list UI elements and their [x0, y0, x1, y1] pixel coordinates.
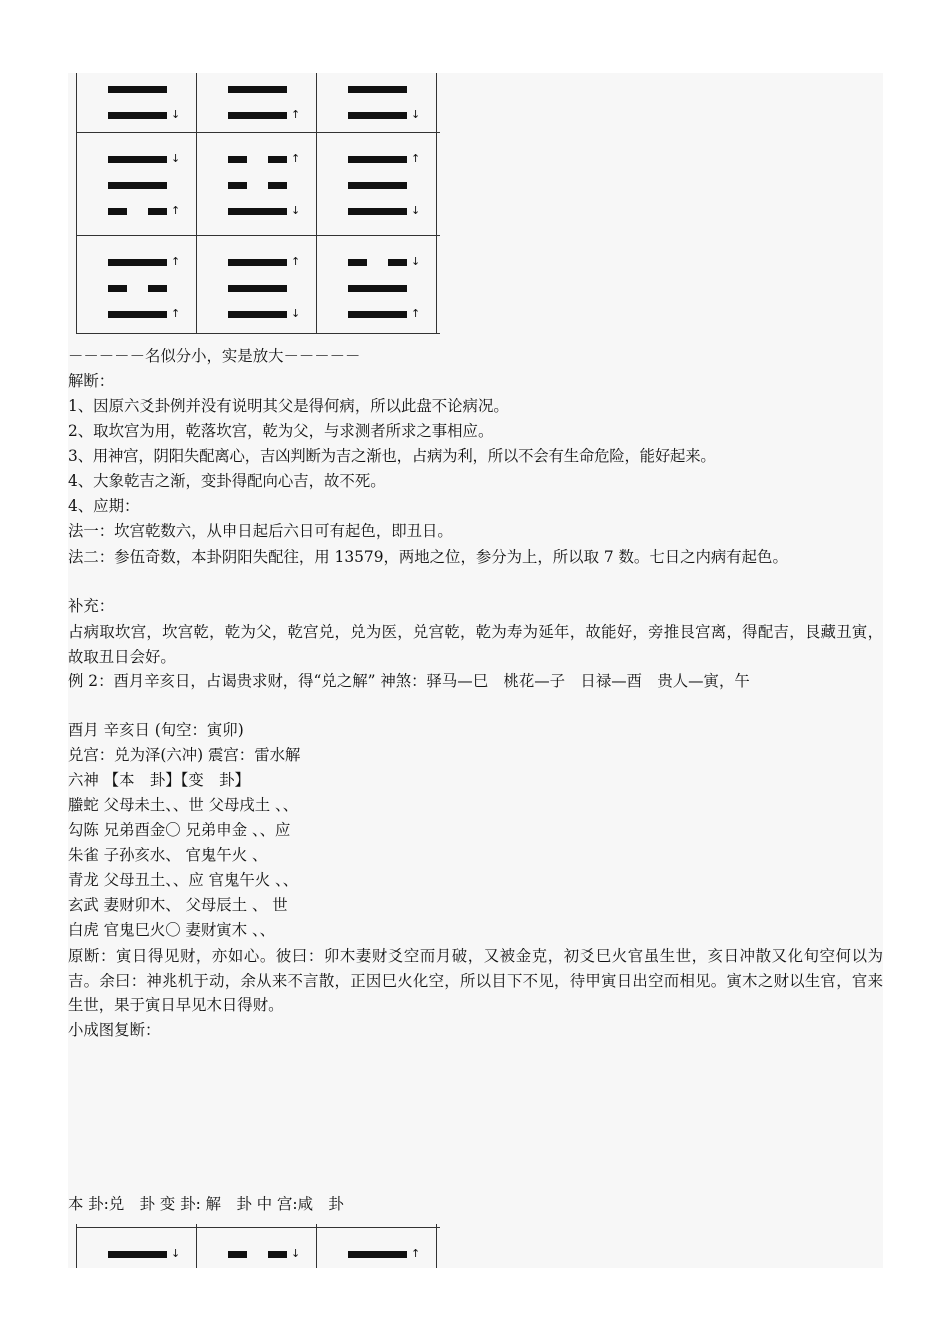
- arrow-up-icon: ↑: [411, 1247, 421, 1260]
- grid-tick: [196, 229, 197, 235]
- grid-vertical-line: [76, 73, 77, 334]
- arrow-up-icon: ↑: [171, 204, 181, 217]
- yao-line: 朱雀 子孙亥水、 官鬼午火 、: [68, 846, 268, 864]
- yin-line-segment: [228, 182, 247, 189]
- grid-horizontal-line: [76, 1227, 440, 1228]
- yang-line: [108, 112, 167, 119]
- arrow-down-icon: ↓: [411, 255, 421, 268]
- yang-line: [348, 285, 407, 292]
- grid-tick: [76, 126, 77, 132]
- paragraph: 4、大象乾吉之渐，变卦得配向心吉，故不死。: [68, 472, 386, 490]
- yang-line: [228, 259, 287, 266]
- yang-line: [348, 311, 407, 318]
- title-line: －－－－－名似分小，实是放大－－－－－: [68, 347, 361, 365]
- yang-line: [348, 112, 407, 119]
- yang-line: [348, 182, 407, 189]
- paragraph: 酉月 辛亥日 (旬空：寅卯): [68, 721, 244, 739]
- paragraph: 占病取坎宫，坎宫乾，乾为父，乾宫兑，兑为医，兑宫乾，乾为寿为延年，故能好，旁推艮宫离，得配吉，艮藏丑寅，故取丑日会好。: [68, 623, 883, 666]
- yang-line: [228, 86, 287, 93]
- yang-line: [228, 208, 287, 215]
- paragraph: 原断：寅日得见财，亦如心。彼曰：卯木妻财爻空而月破，又被金克，初爻巳火官虽生世，亥日冲散又化旬空何以为吉。余曰：神兆机于动，余从来不言散，正因巳火化空，所以目下不见，待甲寅日出空而相见。寅木之财以生官，官来生世，果于寅日早见木日得财。: [68, 947, 883, 1014]
- paragraph: 法二：参伍奇数，本卦阴阳失配往，用 13579，两地之位，参分为上，所以取 7 数。七日之内病有起色。: [68, 548, 788, 566]
- yin-line-segment: [228, 1251, 247, 1258]
- grid-tick: [436, 229, 437, 235]
- table-header: 六神 【本 卦】【变 卦】: [68, 771, 250, 789]
- yin-line-segment: [108, 285, 127, 292]
- yang-line: [108, 156, 167, 163]
- yang-line: [348, 208, 407, 215]
- arrow-down-icon: ↓: [171, 1247, 181, 1260]
- yin-line-segment: [268, 182, 287, 189]
- section-heading: 解断：: [68, 372, 115, 390]
- yang-line: [108, 1251, 167, 1258]
- arrow-down-icon: ↓: [411, 108, 421, 121]
- document-page: [68, 73, 883, 1268]
- yao-line: 螣蛇 父母未土、、世 父母戌土 、、: [68, 796, 299, 814]
- grid-horizontal-line: [76, 235, 440, 236]
- yin-line-segment: [268, 156, 287, 163]
- arrow-up-icon: ↑: [291, 255, 301, 268]
- paragraph: 法一：坎宫乾数六，从申日起后六日可有起色，即丑日。: [68, 522, 453, 540]
- grid-vertical-line: [316, 1224, 317, 1268]
- arrow-down-icon: ↓: [291, 1247, 301, 1260]
- hexagram-caption: 本 卦:兑 卦 变 卦: 解 卦 中 宫:咸 卦: [68, 1195, 344, 1213]
- yin-line-segment: [148, 208, 167, 215]
- yin-line-segment: [148, 285, 167, 292]
- arrow-up-icon: ↑: [291, 108, 301, 121]
- grid-tick: [316, 229, 317, 235]
- grid-vertical-line: [196, 73, 197, 334]
- arrow-down-icon: ↓: [291, 204, 301, 217]
- yang-line: [348, 156, 407, 163]
- paragraph: 例 2：酉月辛亥日，占谒贵求财，得“兑之解” 神煞：驿马—巳 桃花—子 日禄—酉 贵人—寅，午: [68, 672, 750, 690]
- paragraph: 2、取坎宫为用，乾落坎宫，乾为父，与求测者所求之事相应。: [68, 422, 494, 440]
- yao-line: 玄武 妻财卯木、 父母辰土 、 世: [68, 896, 288, 914]
- paragraph: 兑宫：兑为泽(六冲) 震宫：雷水解: [68, 746, 301, 764]
- grid-vertical-line: [436, 1224, 437, 1268]
- grid-horizontal-line: [76, 132, 440, 133]
- arrow-down-icon: ↓: [291, 307, 301, 320]
- yin-line-segment: [108, 208, 127, 215]
- grid-vertical-line: [436, 73, 437, 334]
- grid-tick: [436, 126, 437, 132]
- arrow-down-icon: ↓: [171, 152, 181, 165]
- yang-line: [348, 86, 407, 93]
- arrow-down-icon: ↓: [411, 204, 421, 217]
- grid-tick: [196, 327, 197, 333]
- yin-line-segment: [388, 259, 407, 266]
- section-heading: 小成图复断：: [68, 1021, 161, 1039]
- grid-vertical-line: [196, 1224, 197, 1268]
- yin-line-segment: [228, 156, 247, 163]
- arrow-up-icon: ↑: [171, 307, 181, 320]
- yin-line-segment: [348, 259, 367, 266]
- hexagram-grid-1: [76, 73, 440, 334]
- grid-tick: [76, 229, 77, 235]
- grid-tick: [436, 327, 437, 333]
- grid-tick: [316, 327, 317, 333]
- section-heading: 补充：: [68, 597, 115, 615]
- yang-line: [108, 182, 167, 189]
- yang-line: [108, 86, 167, 93]
- paragraph: 4、应期：: [68, 497, 140, 515]
- grid-vertical-line: [316, 73, 317, 334]
- yang-line: [348, 1251, 407, 1258]
- yao-line: 青龙 父母丑土、、应 官鬼午火 、、: [68, 871, 299, 889]
- paragraph: 1、因原六爻卦例并没有说明其父是得何病，所以此盘不论病况。: [68, 397, 509, 415]
- yao-line: 勾陈 兄弟酉金〇 兄弟申金 、、应: [68, 821, 291, 839]
- grid-tick: [316, 126, 317, 132]
- yang-line: [108, 259, 167, 266]
- yang-line: [228, 285, 287, 292]
- yang-line: [108, 311, 167, 318]
- grid-tick: [196, 126, 197, 132]
- arrow-up-icon: ↑: [411, 307, 421, 320]
- yang-line: [228, 112, 287, 119]
- arrow-up-icon: ↑: [171, 255, 181, 268]
- arrow-down-icon: ↓: [171, 108, 181, 121]
- yin-line-segment: [268, 1251, 287, 1258]
- paragraph: 3、用神宫，阴阳失配离心，吉凶判断为吉之渐也，占病为利，所以不会有生命危险，能好起来。: [68, 447, 716, 465]
- hexagram-grid-2: [76, 1224, 440, 1268]
- grid-vertical-line: [76, 1224, 77, 1268]
- grid-horizontal-line: [76, 333, 440, 334]
- grid-tick: [76, 327, 77, 333]
- arrow-up-icon: ↑: [291, 152, 301, 165]
- arrow-up-icon: ↑: [411, 152, 421, 165]
- yao-line: 白虎 官鬼巳火〇 妻财寅木 、、: [68, 921, 276, 939]
- yang-line: [228, 311, 287, 318]
